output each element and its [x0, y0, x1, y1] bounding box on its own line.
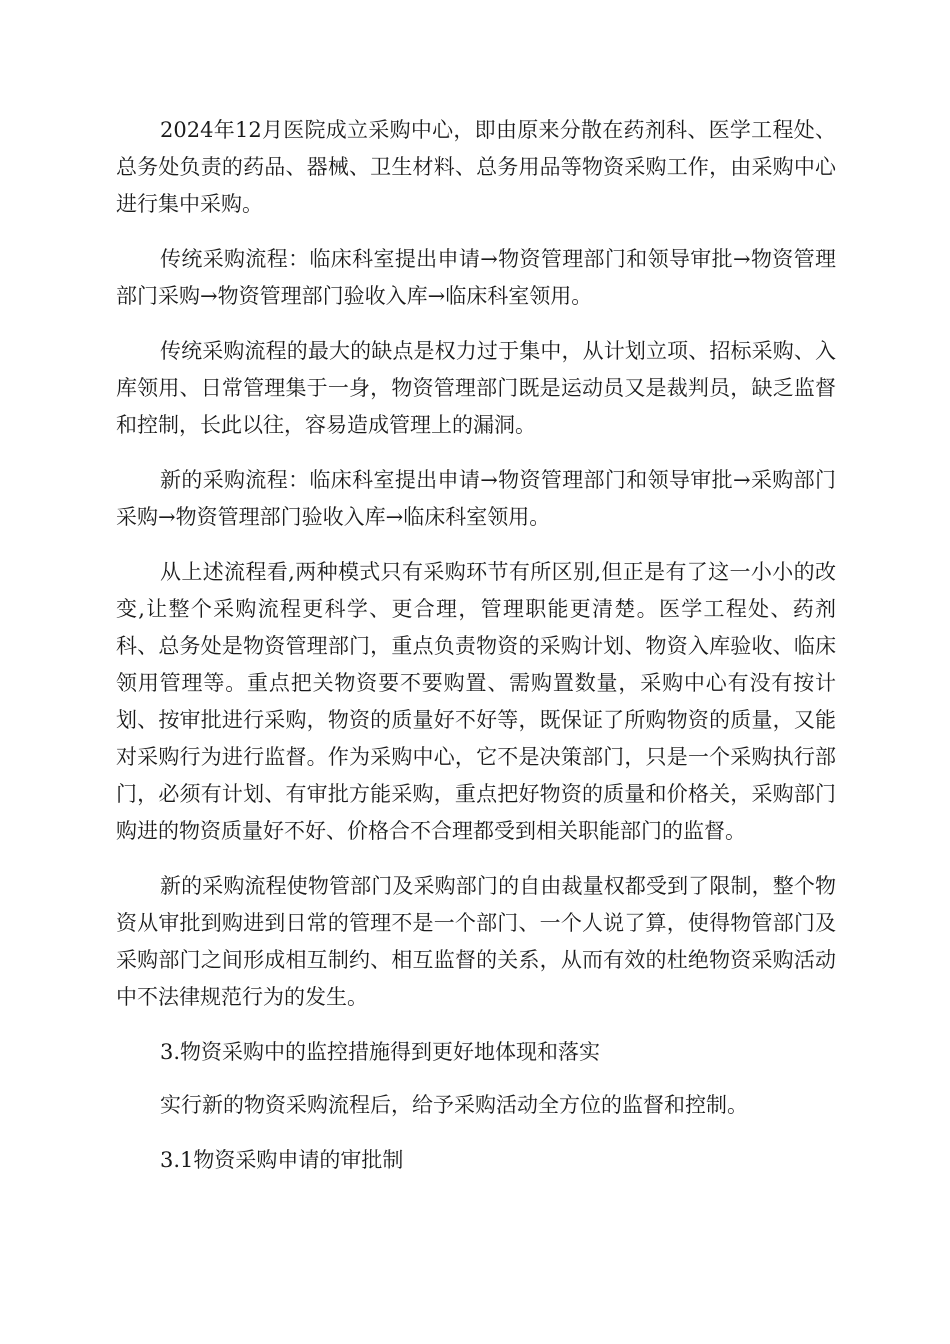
paragraph-full-supervision: 实行新的物资采购流程后，给予采购活动全方位的监督和控制。: [160, 1093, 748, 1117]
section-heading-3: 3.物资采购中的监控措施得到更好地体现和落实: [160, 1040, 601, 1064]
paragraph-process-comparison: 从上述流程看,两种模式只有采购环节有所区别,但正是有了这一小小的改变,让整个采购流程更科学、更合理，管理职能更清楚。医学工程处、药剂科、总务处是物资管理部门，重点负责物资的采购计划、物资入库验收、临床领用管理等。重点把关物资要不要购置、需购置数量，采购中心有没有按计划、按审批进行采购，物资的质量好不好等，既保证了所购物资的质量，又能对采购行为进行监督。作为采购中心，它不是决策部门，只是一个采购执行部门，必须有计划、有审批方能采购，重点把好物资的质量和价格关，采购部门购进的物资质量好不好、价格合不合理都受到相关职能部门的监督。: [116, 560, 836, 843]
paragraph-new-process: 新的采购流程：临床科室提出申请→物资管理部门和领导审批→采购部门采购→物资管理部门验收入库→临床科室领用。: [116, 468, 836, 529]
document-body: [116, 112, 836, 1195]
paragraph-traditional-process: 传统采购流程：临床科室提出申请→物资管理部门和领导审批→物资管理部门采购→物资管理部门验收入库→临床科室领用。: [116, 247, 836, 308]
paragraph-purchasing-center: 2024年12月医院成立采购中心，即由原来分散在药剂科、医学工程处、总务处负责的药品、器械、卫生材料、总务用品等物资采购工作，由采购中心进行集中采购。: [116, 118, 836, 216]
paragraph-traditional-drawbacks: 传统采购流程的最大的缺点是权力过于集中，从计划立项、招标采购、入库领用、日常管理集于一身，物资管理部门既是运动员又是裁判员，缺乏监督和控制，长此以往，容易造成管理上的漏洞。: [116, 339, 836, 437]
section-heading-3-1: 3.1物资采购申请的审批制: [160, 1148, 404, 1172]
paragraph-discretion-limits: 新的采购流程使物管部门及采购部门的自由裁量权都受到了限制，整个物资从审批到购进到日常的管理不是一个部门、一个人说了算，使得物管部门及采购部门之间形成相互制约、相互监督的关系，从而有效的杜绝物资采购活动中不法律规范行为的发生。: [116, 874, 836, 1009]
